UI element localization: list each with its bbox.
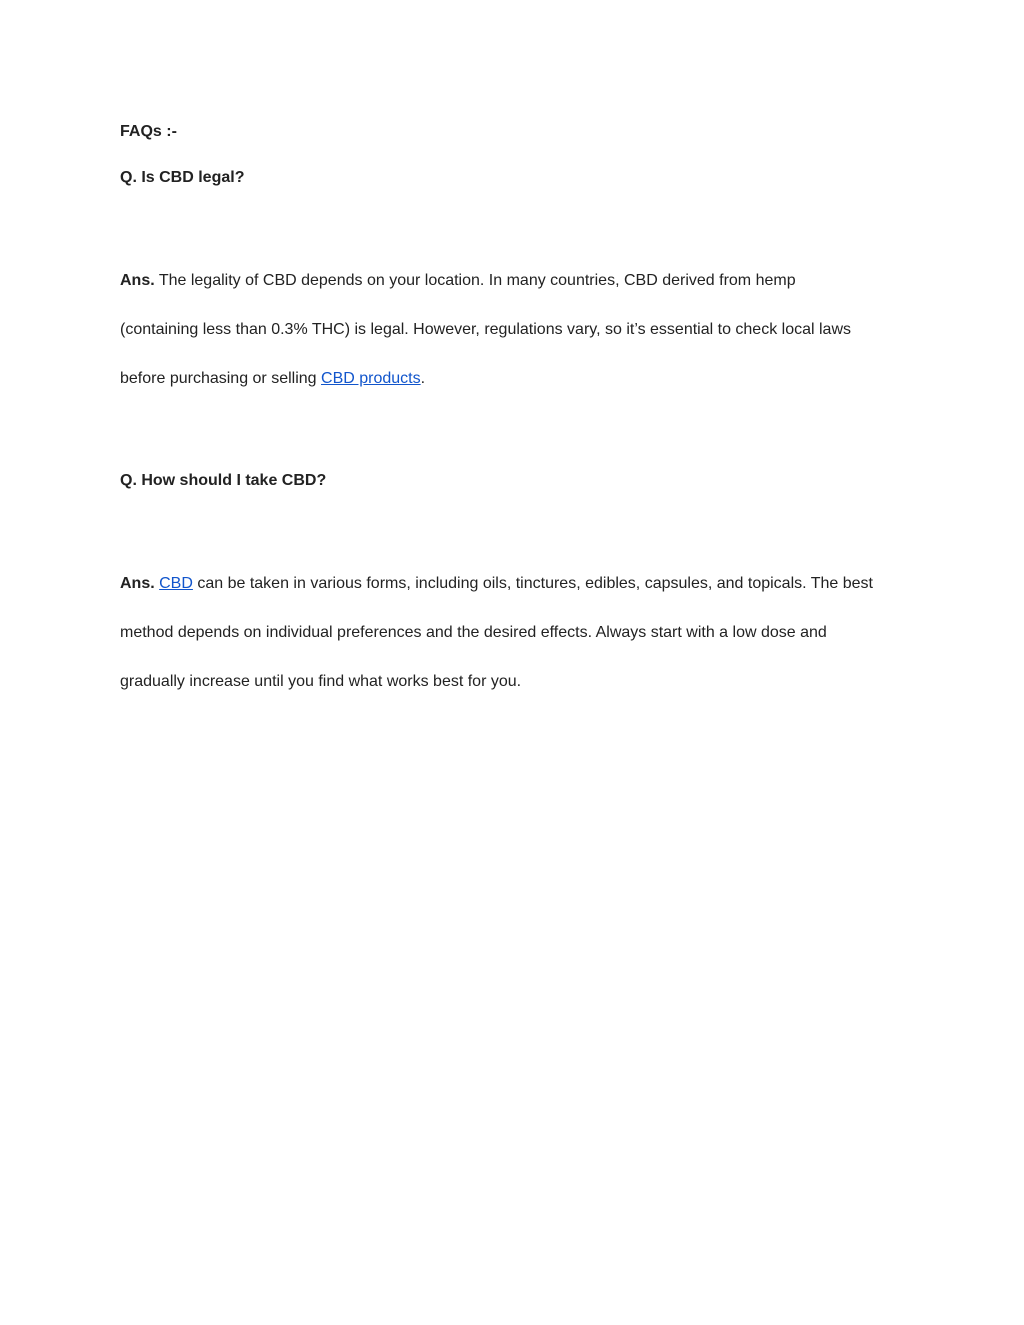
answer-1 xyxy=(120,256,910,403)
answer-2 xyxy=(120,559,910,706)
answer-1-line-2: (containing less than 0.3% THC) is legal. However, regulations vary, so it’s essential to check local laws xyxy=(120,321,852,338)
answer-2-line-1 xyxy=(120,559,910,608)
question-1: Q. Is CBD legal? xyxy=(120,169,245,186)
cbd-link[interactable]: CBD xyxy=(159,575,193,592)
answer-1-label: Ans. xyxy=(120,272,155,289)
faq-title: FAQs :- xyxy=(120,123,177,140)
answer-2-line-2: method depends on individual preferences and the desired effects. Always start with a low dose and xyxy=(120,624,827,641)
answer-1-line-1 xyxy=(120,256,910,305)
answer-1-period: . xyxy=(420,370,426,387)
answer-2-line-3: gradually increase until you find what works best for you. xyxy=(120,673,522,690)
answer-1-text-1: The legality of CBD depends on your location. In many countries, CBD derived from hemp xyxy=(154,272,796,289)
answer-2-label: Ans. xyxy=(120,575,155,592)
answer-1-text-3: before purchasing or selling xyxy=(120,370,322,387)
cbd-products-link[interactable]: CBD products xyxy=(321,370,421,387)
answer-1-line-3 xyxy=(120,354,910,403)
question-2: Q. How should I take CBD? xyxy=(120,472,327,489)
answer-2-text-1: can be taken in various forms, including oils, tinctures, edibles, capsules, and topicals. The best xyxy=(192,575,873,592)
